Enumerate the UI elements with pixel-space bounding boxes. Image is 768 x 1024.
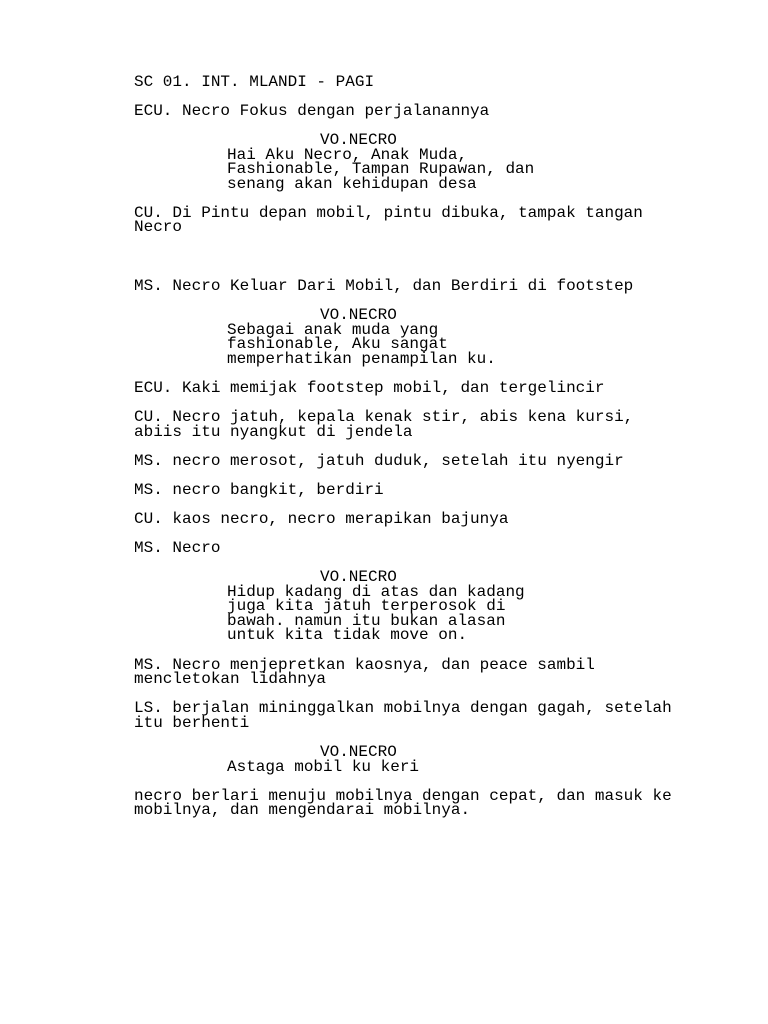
action-line: MS. Necro menjepretkan kaosnya, dan peace sambil	[134, 656, 595, 674]
action-line: abiis itu nyangkut di jendela	[134, 423, 413, 441]
dialogue-line: bawah. namun itu bukan alasan	[227, 612, 506, 630]
action-line: MS. Necro Keluar Dari Mobil, dan Berdiri di footstep	[134, 277, 634, 295]
action-line: CU. kaos necro, necro merapikan bajunya	[134, 510, 509, 528]
action-line: ECU. Kaki memijak footstep mobil, dan tergelincir	[134, 379, 605, 397]
dialogue-line: juga kita jatuh terperosok di	[227, 597, 506, 615]
action-line: mencletokan lidahnya	[134, 670, 327, 688]
dialogue-line: Hidup kadang di atas dan kadang	[227, 583, 525, 601]
action-line: MS. Necro	[134, 539, 221, 557]
scene-heading: SC 01. INT. MLANDI - PAGI	[134, 73, 375, 91]
dialogue-line: Hai Aku Necro, Anak Muda,	[227, 146, 468, 164]
action-line: MS. necro bangkit, berdiri	[134, 481, 384, 499]
action-line: ECU. Necro Fokus dengan perjalanannya	[134, 102, 490, 120]
action-line: mobilnya, dan mengendarai mobilnya.	[134, 801, 471, 819]
dialogue-line: memperhatikan penampilan ku.	[227, 350, 496, 368]
action-line: itu berhenti	[134, 714, 250, 732]
action-line: Necro	[134, 218, 183, 236]
character-cue: VO.NECRO	[320, 306, 397, 324]
dialogue-line: senang akan kehidupan desa	[227, 175, 477, 193]
dialogue-line: Fashionable, Tampan Rupawan, dan	[227, 160, 535, 178]
action-line: CU. Di Pintu depan mobil, pintu dibuka, tampak tangan	[134, 204, 643, 222]
action-line: LS. berjalan mininggalkan mobilnya dengan gagah, setelah	[134, 699, 672, 717]
character-cue: VO.NECRO	[320, 568, 397, 586]
action-line: CU. Necro jatuh, kepala kenak stir, abis kena kursi,	[134, 408, 634, 426]
dialogue-line: Sebagai anak muda yang	[227, 321, 439, 339]
action-line: MS. necro merosot, jatuh duduk, setelah itu nyengir	[134, 452, 624, 470]
dialogue-line: Astaga mobil ku keri	[227, 758, 420, 776]
character-cue: VO.NECRO	[320, 131, 397, 149]
dialogue-line: fashionable, Aku sangat	[227, 335, 448, 353]
character-cue: VO.NECRO	[320, 743, 397, 761]
action-line: necro berlari menuju mobilnya dengan cepat, dan masuk ke	[134, 787, 672, 805]
dialogue-line: untuk kita tidak move on.	[227, 626, 468, 644]
